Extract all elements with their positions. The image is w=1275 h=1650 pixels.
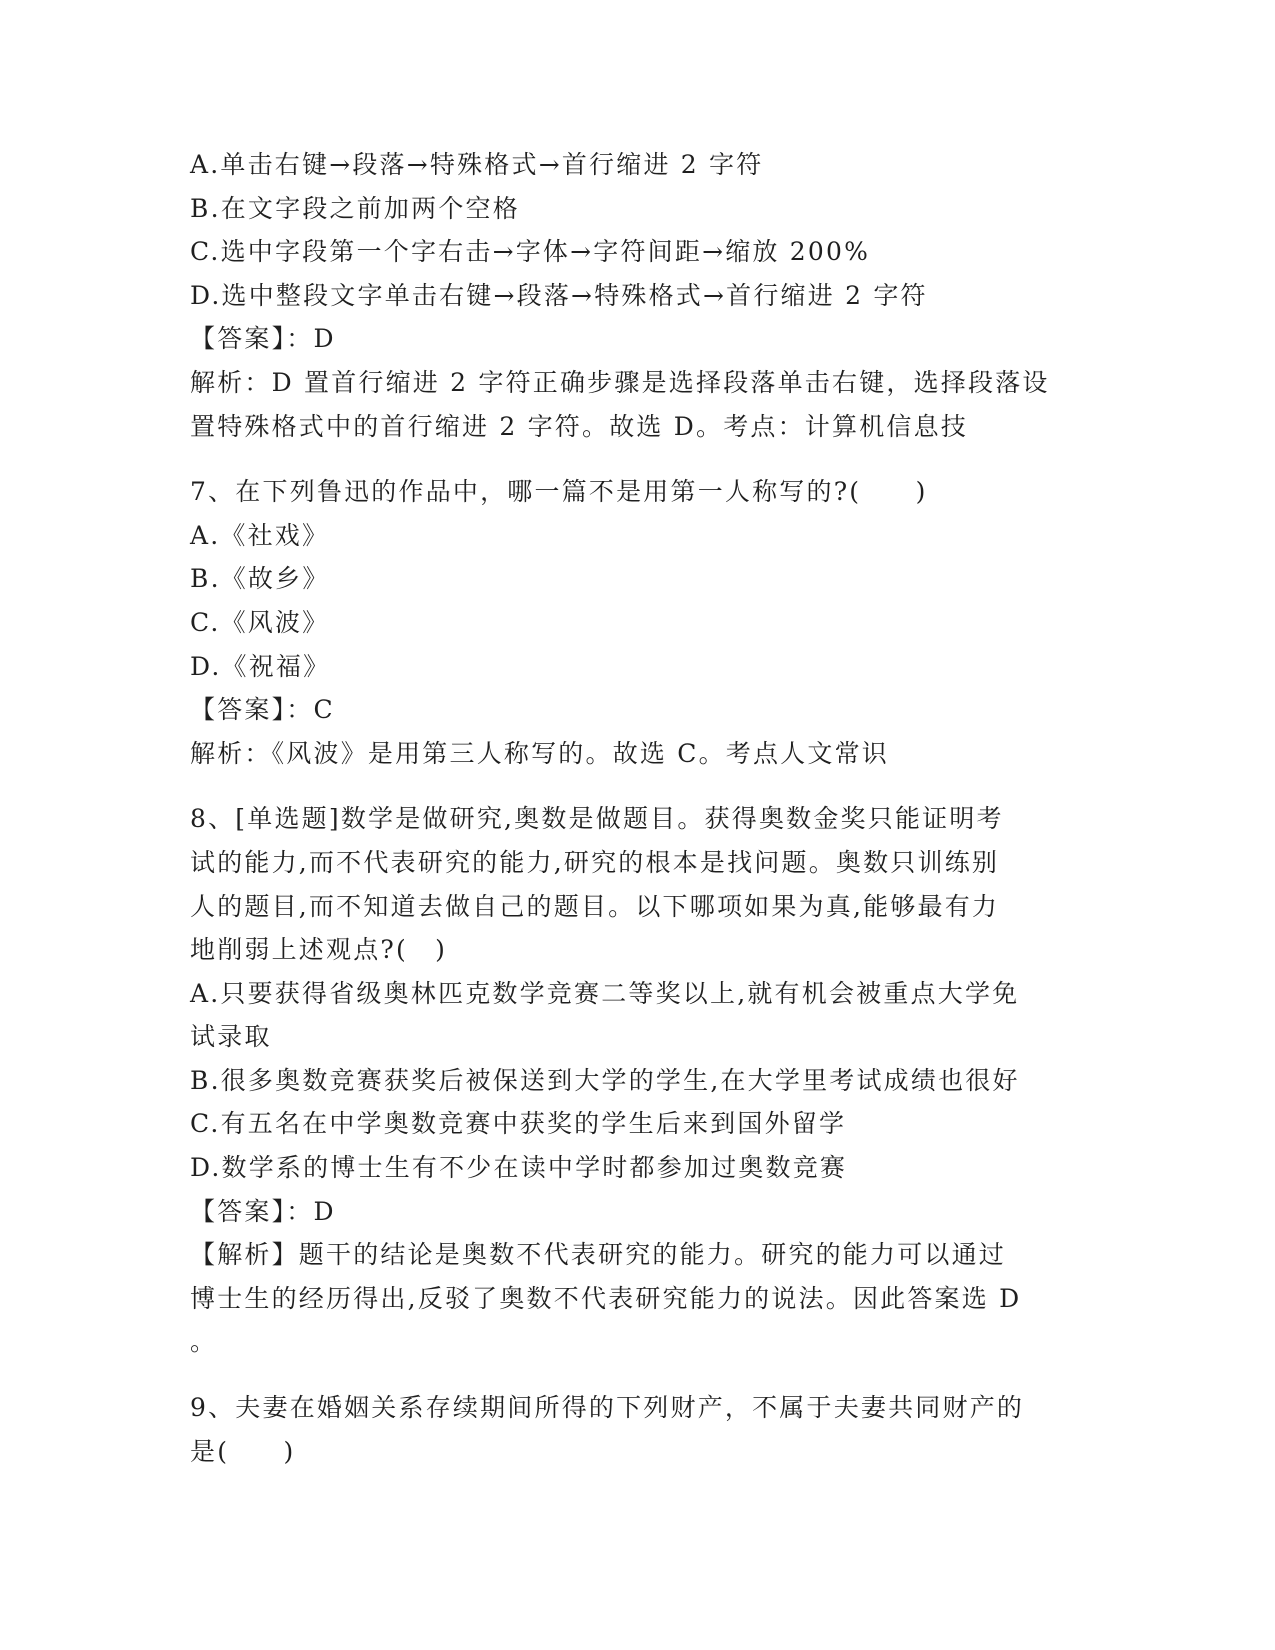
q7-question: 7、在下列鲁迅的作品中，哪一篇不是用第一人称写的?( ) xyxy=(190,477,928,507)
question-8-block xyxy=(190,797,1090,1364)
question-7-block xyxy=(190,470,1090,775)
q7-answer: 【答案】：C xyxy=(190,695,335,725)
q8-option-b: B.很多奥数竞赛获奖后被保送到大学的学生,在大学里考试成绩也很好 xyxy=(190,1065,1020,1095)
q6-option-a: A.单击右键→段落→特殊格式→首行缩进 2 字符 xyxy=(190,150,764,179)
q9-question-line-2: 是( ) xyxy=(190,1436,296,1466)
question-6-block xyxy=(190,143,1090,448)
q8-option-c: C.有五名在中学奥数竞赛中获奖的学生后来到国外留学 xyxy=(190,1109,847,1139)
document-page xyxy=(190,143,1090,1473)
question-9-block xyxy=(190,1386,1090,1473)
q8-analysis-line-3: 。 xyxy=(190,1327,218,1357)
spacer xyxy=(190,775,1090,797)
q8-question-line-3: 人的题目,而不知道去做自己的题目。以下哪项如果为真,能够最有力 xyxy=(190,891,1000,921)
q7-option-a: A.《社戏》 xyxy=(190,520,330,550)
q8-option-a-line-2: 试录取 xyxy=(190,1022,272,1052)
q6-option-c: C.选中字段第一个字右击→字体→字符间距→缩放 200% xyxy=(190,237,871,267)
q7-option-b: B.《故乡》 xyxy=(190,564,330,594)
q6-answer: 【答案】：D xyxy=(190,324,336,354)
q8-option-a-line-1: A.只要获得省级奥林匹克数学竞赛二等奖以上,就有机会被重点大学免 xyxy=(190,978,1020,1008)
spacer xyxy=(190,1364,1090,1386)
q6-analysis-line-2: 置特殊格式中的首行缩进 2 字符。故选 D。考点：计算机信息技 xyxy=(190,411,968,441)
q8-analysis-line-2: 博士生的经历得出,反驳了奥数不代表研究能力的说法。因此答案选 D xyxy=(190,1283,1022,1313)
q8-analysis-line-1: 【解析】题干的结论是奥数不代表研究的能力。研究的能力可以通过 xyxy=(190,1240,1007,1270)
q6-analysis-line-1: 解析：D 置首行缩进 2 字符正确步骤是选择段落单击右键，选择段落设 xyxy=(190,367,1050,397)
q8-question-line-1: 8、[单选题]数学是做研究,奥数是做题目。获得奥数金奖只能证明考 xyxy=(190,804,1004,834)
q7-option-c: C.《风波》 xyxy=(190,607,330,637)
q6-option-b: B.在文字段之前加两个空格 xyxy=(190,193,520,223)
q8-question-line-4: 地削弱上述观点?( ) xyxy=(190,935,448,965)
spacer xyxy=(190,448,1090,470)
q8-answer: 【答案】：D xyxy=(190,1196,336,1226)
q7-analysis-line-1: 解析：《风波》是用第三人称写的。故选 C。考点人文常识 xyxy=(190,738,889,768)
q8-option-d: D.数学系的博士生有不少在读中学时都参加过奥数竞赛 xyxy=(190,1153,848,1183)
q6-option-d: D.选中整段文字单击右键→段落→特殊格式→首行缩进 2 字符 xyxy=(190,280,928,310)
q9-question-line-1: 9、夫妻在婚姻关系存续期间所得的下列财产，不属于夫妻共同财产的 xyxy=(190,1393,1025,1423)
q7-option-d: D.《祝福》 xyxy=(190,651,331,681)
q8-question-line-2: 试的能力,而不代表研究的能力,研究的根本是找问题。奥数只训练别 xyxy=(190,847,1000,877)
